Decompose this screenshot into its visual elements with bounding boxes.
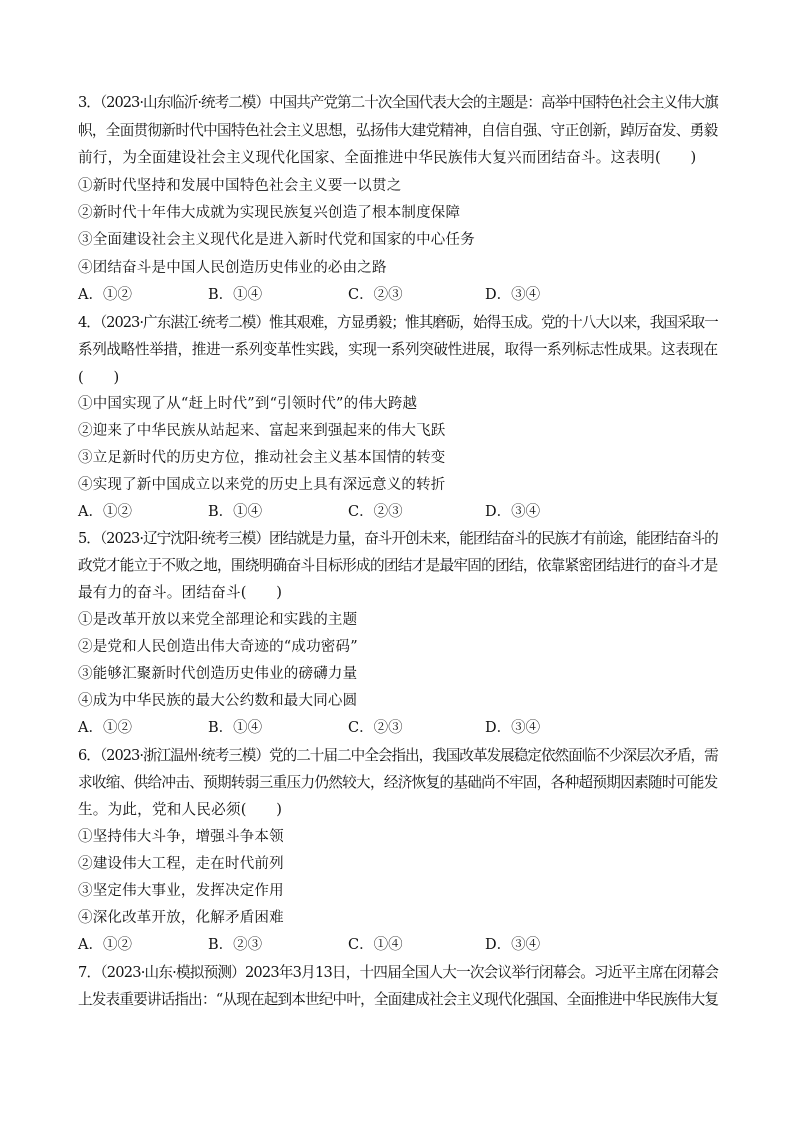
option-a: A．①② [78,504,132,520]
question-5-line-2: 政党才能立于不败之地，围绕明确奋斗目标形成的团结才是最牢固的团结，依靠紧密团结进行的奋斗才是 [78,557,718,574]
question-4-item-3: ③立足新时代的历史方位，推动社会主义基本国情的转变 [78,450,446,466]
question-4-line-2: 系列战略性举措，推进一系列变革性实践，实现一系列突破性进展，取得一系列标志性成果。这表现在 [78,341,718,358]
option-c: C．②③ [348,504,403,520]
question-5-item-1: ①是改革开放以来党全部理论和实践的主题 [78,612,358,628]
option-a: A．①② [78,937,132,953]
option-d: D．③④ [485,937,541,953]
question-4-options [78,502,718,522]
option-d: D．③④ [485,504,541,520]
question-3-item-2: ②新时代十年伟大成就为实现民族复兴创造了根本制度保障 [78,205,461,221]
option-d: D．③④ [485,720,541,736]
question-4-item-1: ①中国实现了从“赶上时代”到“引领时代”的伟大跨越 [78,396,418,412]
question-4-item-2: ②迎来了中华民族从站起来、富起来到强起来的伟大飞跃 [78,423,446,439]
question-6-line-2: 求收缩、供给冲击、预期转弱三重压力仍然较大，经济恢复的基础尚不牢固，各种超预期因素随时可能发 [78,774,718,791]
question-3-options [78,285,718,305]
question-5-line-3: 最有力的奋斗。团结奋斗( ) [78,584,283,601]
question-6-item-3: ③坚定伟大事业，发挥决定作用 [78,883,284,899]
option-b: B．①④ [208,504,263,520]
question-5-item-2: ②是党和人民创造出伟大奇迹的“成功密码” [78,639,358,655]
question-6-line-3: 生。为此，党和人民必须( ) [78,801,283,818]
option-c: C．②③ [348,720,403,736]
question-6-options [78,935,718,955]
option-c: C．②③ [348,287,403,303]
question-6-item-2: ②建设伟大工程，走在时代前列 [78,856,284,872]
question-3-line-1: 3．（2023·山东临沂·统考二模）中国共产党第二十次全国代表大会的主题是：高举中国特色社会主义伟大旗 [78,94,718,111]
question-4-line-1: 4．（2023·广东湛江·统考二模）惟其艰难，方显勇毅；惟其磨砺，始得玉成。党的十八大以来，我国采取一 [78,314,718,331]
option-d: D．③④ [485,287,541,303]
question-5-item-4: ④成为中华民族的最大公约数和最大同心圆 [78,693,358,709]
option-b: B．①④ [208,720,263,736]
option-a: A．①② [78,287,132,303]
question-5-line-1: 5．（2023·辽宁沈阳·统考三模）团结就是力量，奋斗开创未来，能团结奋斗的民族才有前途，能团结奋斗的 [78,530,718,547]
question-4-line-3: ( ) [78,369,120,386]
question-3-line-3: 前行，为全面建设社会主义现代化国家、全面推进中华民族伟大复兴而团结奋斗。这表明( ) [78,149,697,166]
option-b: B．①④ [208,287,263,303]
question-5-item-3: ③能够汇聚新时代创造历史伟业的磅礴力量 [78,666,358,682]
question-3-item-3: ③全面建设社会主义现代化是进入新时代党和国家的中心任务 [78,232,475,248]
question-6-item-4: ④深化改革开放，化解矛盾困难 [78,910,284,926]
question-6-line-1: 6．（2023·浙江温州·统考三模）党的二十届二中全会指出，我国改革发展稳定依然面临不少深层次矛盾，需 [78,747,718,764]
question-6-item-1: ①坚持伟大斗争，增强斗争本领 [78,829,284,845]
option-a: A．①② [78,720,132,736]
question-7-line-2: 上发表重要讲话指出：“从现在起到本世纪中叶，全面建成社会主义现代化强国、全面推进中华民族伟大复 [78,991,719,1008]
option-c: C．①④ [348,937,403,953]
question-3-item-4: ④团结奋斗是中国人民创造历史伟业的必由之路 [78,260,387,276]
question-7-line-1: 7．（2023·山东·模拟预测）2023年3月13日，十四届全国人大一次会议举行闭幕会。习近平主席在闭幕会 [78,964,719,981]
question-4-item-4: ④实现了新中国成立以来党的历史上具有深远意义的转折 [78,477,446,493]
question-3-item-1: ①新时代坚持和发展中国特色社会主义要一以贯之 [78,178,402,194]
question-3-line-2: 帜，全面贯彻新时代中国特色社会主义思想，弘扬伟大建党精神，自信自强、守正创新，踔厉奋发、勇毅 [78,122,718,139]
question-5-options [78,718,718,738]
option-b: B．②③ [208,937,263,953]
